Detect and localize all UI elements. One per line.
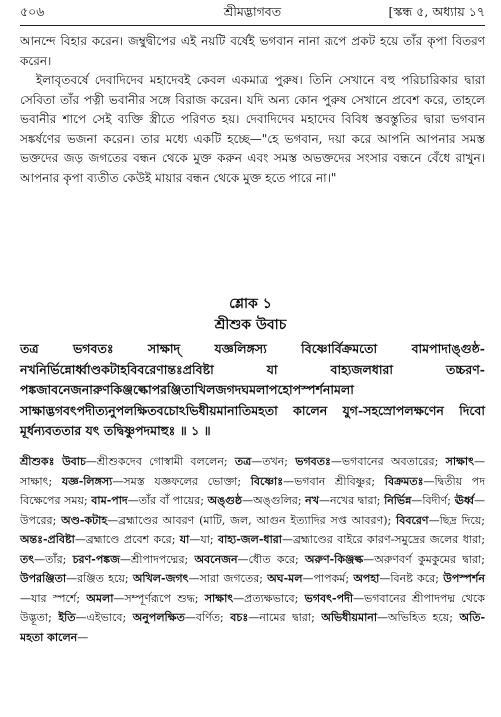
running-header [20,4,485,26]
synonym-word: যা [179,533,190,546]
book-title: শ্রীমদ্ভাগবত [223,4,282,19]
synonym-word: তৎ [20,552,35,566]
synonym-word: বচঃ [230,611,249,624]
synonym-meaning: পাপকর্ম [313,572,346,585]
verse-number: শ্লোক ১ [229,296,272,312]
synonym-meaning: সারা জগতের [199,572,260,585]
verse-heading [0,294,501,336]
synonym-meaning: ব্রহ্মাণ্ডের আবরণ (মাটি, জল, আগুন ইত্যাদির সপ্ত আবরণ) [118,513,388,527]
synonym-word: অমলা [86,591,114,605]
synonym-word: তত্র [234,455,252,468]
synonym-word: যজ্ঞ-লিঙ্গস্য [61,474,113,488]
purport-paragraph: ইলাবৃতবর্ষে দেবাদিদেব মহাদেবই কেবল একমাত্র পুরুষ। তিনি সেখানে বহু পরিচারিকার দ্বারা সেবিতা তাঁর পত্নী ভবানীর সঙ্গে বিরাজ করেন। যদি অন্য কোন পুরুষ সেখানে প্রবেশ করে, তাহলে ভবানীর শাপে সেই ব্যক্তি স্ত্রীতে পরিণত হয়। দেবাদিদেব মহাদেব বিবিধ স্তবস্তুতির দ্বারা ভগবান সঙ্কর্ষণের ভজনা করেন। তার মধ্যে একটি হচ্ছে—"হে ভগবান, দয়া করে আপনি আপনার সমস্ত ভক্তদের জড় জগতের বন্ধন থেকে মুক্ত করুন এবং সমস্ত অভক্তদের সংসার বন্ধনে বেঁধে রাখুন। আপনার কৃপা ব্যতীত কেউই মায়ার বন্ধন থেকে মুক্ত হতে পারে না।" [20,73,485,185]
synonym-word: ইতি [58,611,76,624]
synonym-meaning: ছিদ্র দিয়ে [439,513,482,527]
synonym-word: বাম-পাদ [91,494,128,507]
synonym-word: অভিধীয়মানা [321,611,378,624]
synonym-word: সাক্ষাৎ [204,591,234,605]
synonym-word: অণ্ড-কটাহ [61,513,108,527]
synonym-word: ভগবৎ-পদী [304,591,353,605]
synonym-meaning: দ্বিতীয় পদ বিক্ষেপের সময় [20,474,486,507]
synonym-meaning: অভিহিত হয়ে [388,611,450,624]
synonym-meaning: ভগবান শ্রীবিষ্ণুর [294,474,372,488]
synonym-word: উপরঞ্জিতা [20,572,67,585]
synonym-word: বিবরেণ [396,513,429,527]
chapter-reference: [স্কন্ধ ৫, অধ্যায় ১৭ [388,4,485,19]
synonym-meaning: নামের দ্বারা [259,611,312,624]
verse-text: তত্র ভগবতঃ সাক্ষাদ্ যজ্ঞলিঙ্গস্য বিষ্ণোর্বিক্রমতো বামপাদাঙ্গুষ্ঠ-নখনির্ভিন্নোর্ধ্বাণ্ডকটাহবিবরেণান্তঃপ্রবিষ্টা যা বাহ্যজলধারা তচ্চরণ-পঙ্কজাবনেজনারুণকিঞ্জল্কোপরঞ্জিতাখিলজগদঘমলাপহোপস্পর্শনামলা সাক্ষাদ্ভগবৎপদীত্যনুপলক্ষিতবচোঽভিধীয়মানাতিমহতা কালেন যুগ-সহস্রোপলক্ষণেন দিবো মূর্ধন্যবততার যৎ তদ্বিষ্ণুপদমাহুঃ ॥ ১ ॥ [20,341,485,438]
synonym-meaning: নখের দ্বারা [329,494,377,507]
synonym-meaning: অরুণবর্ণ কুমকুমের দ্বারা [374,552,482,566]
synonym-meaning: উপরের [20,513,53,527]
synonym-meaning: ভগবানের অবতারের [341,455,435,468]
synonym-meaning: বিদীর্ণ [422,494,448,507]
purport-paragraph: আনন্দে বিহার করেন। জম্বুদ্বীপের এই নয়টি বর্ষেই ভগবান নানা রূপে প্রকট হয়ে তাঁর কৃপা বিতরণ করেন। [20,34,485,68]
verse-speaker: শ্রীশুক উবাচ [214,317,287,333]
synonym-meaning: প্রত্যক্ষভাবে [244,591,295,605]
synonym-meaning: সাক্ষাৎ [20,474,49,488]
synonym-word: ভগবতঃ [295,455,331,468]
synonym-meaning: ব্রহ্মাণ্ডের বাইরে কারণ-সমুদ্রের জলের ধারা [293,533,482,546]
synonym-meaning: ব্রহ্মাণ্ডে প্রবেশ করে [85,533,172,546]
page-number: ৫০৬ [20,4,45,19]
synonym-meaning: বর্ণিত [195,611,221,624]
synonym-meaning: ভগবানের শ্রীপাদপদ্ম থেকে উদ্ভূতা [20,591,485,624]
header-rule [20,25,485,26]
synonym-word: অরুণ-কিঞ্জল্ক [305,552,364,566]
synonym-meaning: সমস্ত যজ্ঞফলের ভোক্তা [123,474,238,488]
synonym-word: অতি-মহতা কালেন [20,611,486,644]
synonym-meaning: ধৌত করে [248,552,296,566]
synonym-word: চরণ-পঙ্কজ [72,552,121,566]
synonym-word: অঙ্গুষ্ঠ [207,494,243,507]
synonym-meaning: সম্পূর্ণরূপে শুদ্ধ [124,591,195,605]
synonym-word: অখিল-জগৎ [132,572,189,585]
synonym-word: অবনেজন [194,552,238,566]
synonym-word: অনুপলক্ষিত [132,611,185,624]
synonym-word: নির্ভিন্ন [384,494,412,507]
synonym-meaning: তাঁর বাঁ পায়ের [138,494,201,507]
synonym-meaning: তাঁর [45,552,63,566]
synonym-word: বিষ্ণোঃ [250,474,284,488]
word-for-word-synonyms [20,452,485,647]
synonym-meaning: এইভাবে [86,611,123,624]
purport-text [20,32,485,188]
synonym-word: অপহা [353,572,380,585]
synonym-meaning: শ্রীপাদপদ্মের [131,552,185,566]
synonym-word: সাক্ষাৎ [445,455,474,468]
synonym-word: শ্রীশুকঃ উবাচ [20,455,86,468]
synonym-meaning: শ্রীশুকদেব গোস্বামী বললেন [96,455,224,468]
synonym-word: নখ [305,494,319,507]
synonym-word: বিক্রমতঃ [384,474,424,488]
synonym-meaning: যা [200,533,210,546]
synonym-meaning: বিনষ্ট করে [390,572,436,585]
synonym-meaning: রঞ্জিত হয়ে [77,572,125,585]
synonym-meaning: তখন [262,455,285,468]
synonym-word: ঊর্ধ্ব [454,494,475,507]
synonym-word: উপস্পর্শন [443,572,485,585]
synonym-word: বাহ্য-জল-ধারা [217,533,282,546]
synonym-meaning: যার স্পর্শে [31,591,77,605]
synonyms-paragraph: শ্রীশুকঃ উবাচ—শ্রীশুকদেব গোস্বামী বললেন; তত্র—তখন; ভগবতঃ—ভগবানের অবতারের; সাক্ষাৎ—সাক্ষাৎ; যজ্ঞ-লিঙ্গস্য—সমস্ত যজ্ঞফলের ভোক্তা; বিষ্ণোঃ—ভগবান শ্রীবিষ্ণুর; বিক্রমতঃ—দ্বিতীয় পদ বিক্ষেপের সময়; বাম-পাদ—তাঁর বাঁ পায়ের; অঙ্গুষ্ঠ—অঙ্গুলির; নখ—নখের দ্বারা; নির্ভিন্ন—বিদীর্ণ; ঊর্ধ্ব—উপরের; অণ্ড-কটাহ—ব্রহ্মাণ্ডের আবরণ (মাটি, জল, আগুন ইত্যাদির সপ্ত আবরণ); বিবরেণ—ছিদ্র দিয়ে; অন্তঃ-প্রবিষ্টা—ব্রহ্মাণ্ডে প্রবেশ করে; যা—যা; বাহ্য-জল-ধারা—ব্রহ্মাণ্ডের বাইরে কারণ-সমুদ্রের জলের ধারা; তৎ—তাঁর; চরণ-পঙ্কজ—শ্রীপাদপদ্মের; অবনেজন—ধৌত করে; অরুণ-কিঞ্জল্ক—অরুণবর্ণ কুমকুমের দ্বারা; উপরঞ্জিতা—রঞ্জিত হয়ে; অখিল-জগৎ—সারা জগতের; অঘ-মল—পাপকর্ম; অপহা—বিনষ্ট করে; উপস্পর্শন—যার স্পর্শে; অমলা—সম্পূর্ণরূপে শুদ্ধ; সাক্ষাৎ—প্রত্যক্ষভাবে; ভগবৎ-পদী—ভগবানের শ্রীপাদপদ্ম থেকে উদ্ভূতা; ইতি—এইভাবে; অনুপলক্ষিত—বর্ণিত; বচঃ—নামের দ্বারা; অভিধীয়মানা—অভিহিত হয়ে; অতি-মহতা কালেন— [20,455,486,644]
synonym-meaning: অঙ্গুলির [253,494,298,507]
synonym-word: অন্তঃ-প্রবিষ্টা [20,533,75,546]
synonym-word: অঘ-মল [267,572,303,585]
